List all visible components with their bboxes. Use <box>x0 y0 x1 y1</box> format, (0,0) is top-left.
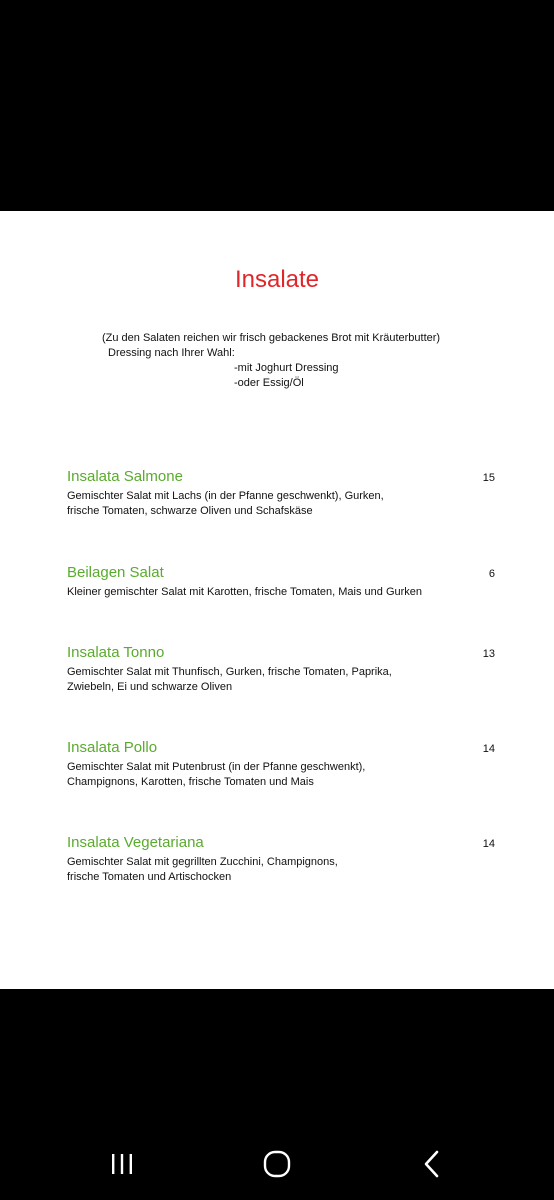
item-description-line: frische Tomaten, schwarze Oliven und Schafskäse <box>67 505 313 517</box>
menu-item <box>67 738 495 790</box>
home-icon <box>263 1150 291 1178</box>
item-name: Beilagen Salat <box>67 564 164 581</box>
item-name: Insalata Salmone <box>67 468 183 485</box>
item-price: 14 <box>482 743 495 755</box>
item-description <box>67 489 495 519</box>
item-description-line: Zwiebeln, Ei und schwarze Oliven <box>67 681 233 693</box>
recents-button[interactable] <box>102 1144 142 1184</box>
item-description-line: Gemischter Salat mit Putenbrust (in der Pfanne geschwenkt), <box>67 761 366 773</box>
item-price: 14 <box>482 838 495 850</box>
item-description <box>67 855 495 885</box>
item-description <box>67 760 495 790</box>
item-price: 15 <box>482 472 495 484</box>
menu-item <box>67 563 495 600</box>
bread-note: (Zu den Salaten reichen wir frisch gebackenes Brot mit Kräuterbutter) <box>102 332 441 344</box>
menu-item <box>67 467 495 519</box>
menu-item <box>67 833 495 885</box>
back-button[interactable] <box>412 1144 452 1184</box>
dressing-note: Dressing nach Ihrer Wahl: <box>108 347 235 359</box>
dressing-option-essig: -oder Essig/Öl <box>234 377 304 389</box>
menu-page <box>0 211 554 989</box>
item-description-line: Gemischter Salat mit Lachs (in der Pfanne geschwenkt), Gurken, <box>67 490 384 502</box>
item-description-line: Gemischter Salat mit Thunfisch, Gurken, frische Tomaten, Paprika, <box>67 666 392 678</box>
item-description-line: frische Tomaten und Artischocken <box>67 871 232 883</box>
home-button[interactable] <box>257 1144 297 1184</box>
item-price: 6 <box>488 568 495 580</box>
item-name: Insalata Tonno <box>67 644 165 661</box>
back-icon <box>422 1150 442 1178</box>
menu-item <box>67 643 495 695</box>
item-description-line: Gemischter Salat mit gegrillten Zucchini, Champignons, <box>67 856 338 868</box>
menu-title: Insalate <box>234 266 320 293</box>
navigation-bar <box>0 1120 554 1200</box>
item-description <box>67 665 495 695</box>
item-name: Insalata Pollo <box>67 739 158 756</box>
item-description-line: Kleiner gemischter Salat mit Karotten, frische Tomaten, Mais und Gurken <box>67 586 423 598</box>
dressing-option-joghurt: -mit Joghurt Dressing <box>234 362 339 374</box>
item-name: Insalata Vegetariana <box>67 834 204 851</box>
item-description-line: Champignons, Karotten, frische Tomaten und Mais <box>67 776 314 788</box>
item-description <box>67 585 495 600</box>
item-price: 13 <box>482 648 495 660</box>
recents-icon <box>109 1152 135 1176</box>
